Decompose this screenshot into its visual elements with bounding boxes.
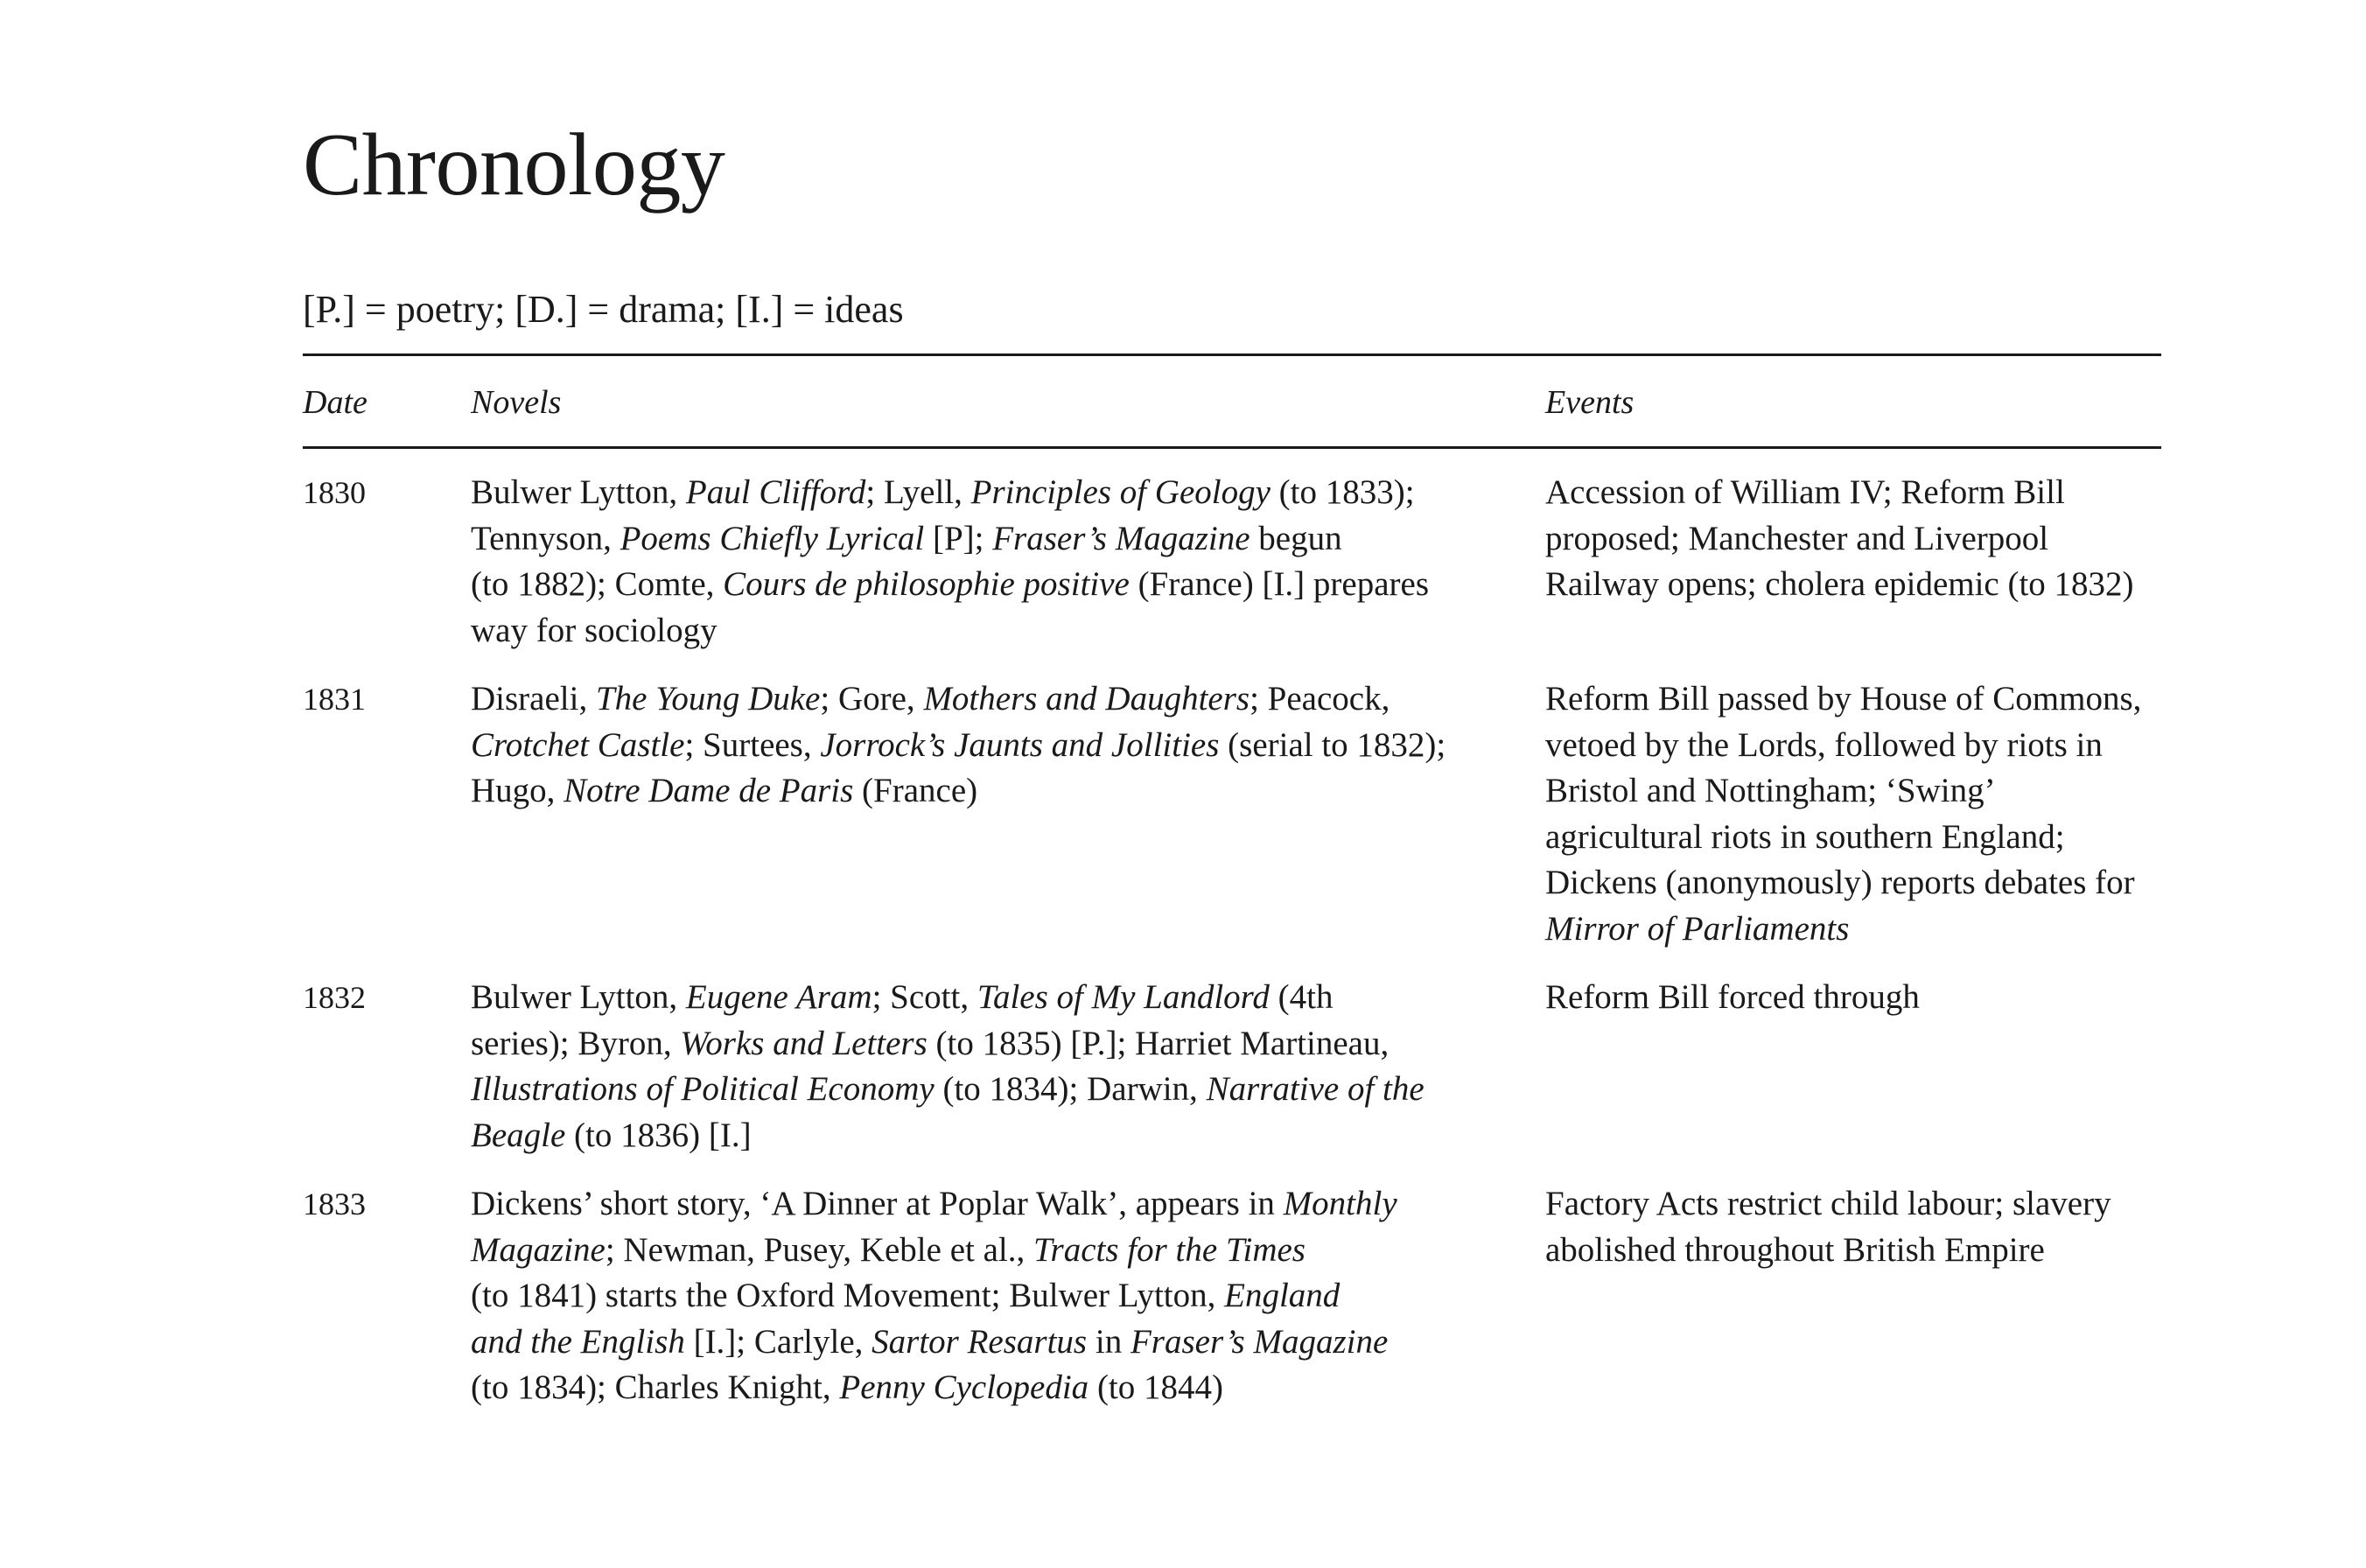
text-segment: (to 1835) [P.]; Harriet Martineau, (927, 1024, 1390, 1062)
novels-line (471, 676, 1556, 723)
table-row (303, 676, 2161, 952)
title-italic: Paul Clifford (685, 473, 866, 511)
events-line (1545, 516, 2175, 563)
row-novels (471, 470, 1556, 654)
text-segment: Bulwer Lytton, (471, 978, 686, 1016)
text-segment: (to 1844) (1088, 1368, 1223, 1406)
novels-line (471, 1021, 1556, 1068)
text-segment: ; Scott, (872, 978, 977, 1016)
events-line (1545, 1181, 2175, 1228)
title-italic: Cours de philosophie positive (723, 565, 1130, 603)
text-segment: (France) (853, 772, 978, 809)
row-novels (471, 975, 1556, 1158)
row-date: 1833 (303, 1186, 366, 1222)
row-events (1545, 1181, 2175, 1273)
row-date: 1831 (303, 682, 366, 717)
row-events (1545, 975, 2175, 1021)
text-segment: begun (1250, 519, 1342, 557)
title-italic: and the English (471, 1322, 685, 1361)
events-line (1545, 1228, 2175, 1274)
text-segment: (France) [I.] prepares (1129, 565, 1430, 603)
title-italic: Crotchet Castle (471, 725, 685, 764)
title-italic: Beagle (471, 1116, 566, 1154)
header-novels: Novels (471, 384, 562, 421)
row-date: 1832 (303, 980, 366, 1015)
title-italic: Mothers and Daughters (923, 680, 1250, 718)
text-segment: Bristol and Nottingham; ‘Swing’ (1545, 772, 1996, 809)
title-italic: Narrative of the (1206, 1070, 1424, 1108)
text-segment: Hugo, (471, 772, 564, 809)
header-events: Events (1545, 384, 1634, 421)
title-italic: England (1224, 1277, 1340, 1314)
table-row (303, 470, 2161, 654)
text-segment: way for sociology (471, 611, 718, 649)
text-segment: ; Surtees, (684, 725, 821, 764)
row-date: 1830 (303, 475, 366, 510)
row-novels (471, 676, 1556, 815)
table-top-rule (303, 354, 2161, 356)
title-italic: Works and Letters (680, 1024, 928, 1062)
text-segment: Railway opens; cholera epidemic (to 1832) (1545, 565, 2134, 603)
text-segment: (to 1834); Darwin, (934, 1070, 1207, 1108)
novels-line (471, 975, 1556, 1021)
novels-line (471, 608, 1556, 654)
events-line (1545, 768, 2175, 815)
table-header-rule (303, 446, 2161, 449)
novels-line (471, 1365, 1556, 1411)
title-italic: Tales of My Landlord (976, 978, 1270, 1016)
abbreviation-legend: [P.] = poetry; [D.] = drama; [I.] = ideas (303, 288, 904, 331)
text-segment: Dickens (anonymously) reports debates for (1545, 864, 2135, 901)
title-italic: Eugene Aram (685, 978, 872, 1016)
events-line (1545, 906, 2175, 953)
text-segment: in (1087, 1322, 1130, 1361)
events-line (1545, 815, 2175, 861)
title-italic: Fraser’s Magazine (992, 519, 1250, 557)
text-segment: Accession of William IV; Reform Bill (1545, 473, 2065, 511)
text-segment: proposed; Manchester and Liverpool (1545, 519, 2049, 557)
text-segment: Bulwer Lytton, (471, 473, 686, 511)
text-segment: (serial to 1832); (1219, 725, 1446, 764)
title-italic: Monthly (1283, 1185, 1397, 1222)
events-line (1545, 562, 2175, 608)
row-events (1545, 676, 2175, 952)
text-segment: (4th (1269, 978, 1334, 1016)
title-italic: Magazine (471, 1230, 606, 1269)
text-segment: Reform Bill forced through (1545, 978, 1920, 1016)
title-italic: Penny Cyclopedia (839, 1368, 1089, 1406)
title-italic: Jorrock’s Jaunts and Jollities (820, 725, 1220, 764)
novels-line (471, 516, 1556, 563)
novels-line (471, 1181, 1556, 1228)
header-date: Date (303, 384, 368, 421)
events-line (1545, 860, 2175, 906)
title-italic: Mirror of Parliaments (1545, 909, 1850, 948)
text-segment: vetoed by the Lords, followed by riots in (1545, 725, 2103, 764)
text-segment: ; Gore, (820, 680, 924, 718)
events-line (1545, 676, 2175, 723)
text-segment: (to 1833); (1270, 473, 1415, 511)
table-row (303, 975, 2161, 1158)
text-segment: ; Newman, Pusey, Keble et al., (605, 1230, 1033, 1269)
text-segment: [I.]; Carlyle, (684, 1322, 872, 1361)
chronology-table-body (303, 470, 2161, 1434)
novels-line (471, 1273, 1556, 1320)
text-segment: [P]; (924, 519, 993, 557)
novels-line (471, 768, 1556, 815)
title-italic: Fraser’s Magazine (1130, 1322, 1389, 1361)
table-row (303, 1181, 2161, 1411)
novels-line (471, 562, 1556, 608)
text-segment: ; Peacock, (1250, 680, 1390, 718)
row-events (1545, 470, 2175, 608)
title-italic: Illustrations of Political Economy (471, 1070, 934, 1108)
page-title: Chronology (303, 116, 725, 214)
events-line (1545, 470, 2175, 516)
novels-line (471, 1113, 1556, 1159)
title-italic: Poems Chiefly Lyrical (620, 519, 925, 557)
text-segment: Tennyson, (471, 519, 620, 557)
novels-line (471, 1228, 1556, 1274)
text-segment: (to 1882); Comte, (471, 565, 724, 603)
chronology-page (303, 0, 2161, 1568)
text-segment: (to 1834); Charles Knight, (471, 1368, 840, 1406)
row-novels (471, 1181, 1556, 1411)
title-italic: Sartor Resartus (872, 1322, 1088, 1361)
text-segment: Factory Acts restrict child labour; slavery (1545, 1185, 2111, 1222)
novels-line (471, 1320, 1556, 1366)
novels-line (471, 723, 1556, 769)
events-line (1545, 723, 2175, 769)
text-segment: series); Byron, (471, 1024, 681, 1062)
text-segment: Dickens’ short story, ‘A Dinner at Poplar Walk’, appears in (471, 1185, 1284, 1222)
events-line (1545, 975, 2175, 1021)
title-italic: The Young Duke (595, 680, 821, 718)
text-segment: Disraeli, (471, 680, 596, 718)
title-italic: Tracts for the Times (1033, 1230, 1306, 1269)
novels-line (471, 470, 1556, 516)
text-segment: agricultural riots in southern England; (1545, 817, 2065, 856)
novels-line (471, 1067, 1556, 1113)
text-segment: ; Lyell, (865, 473, 971, 511)
text-segment: Reform Bill passed by House of Commons, (1545, 680, 2142, 718)
text-segment: (to 1836) [I.] (565, 1116, 752, 1154)
title-italic: Notre Dame de Paris (564, 772, 854, 809)
text-segment: abolished throughout British Empire (1545, 1230, 2045, 1269)
title-italic: Principles of Geology (970, 473, 1270, 511)
text-segment: (to 1841) starts the Oxford Movement; Bulwer Lytton, (471, 1277, 1225, 1314)
